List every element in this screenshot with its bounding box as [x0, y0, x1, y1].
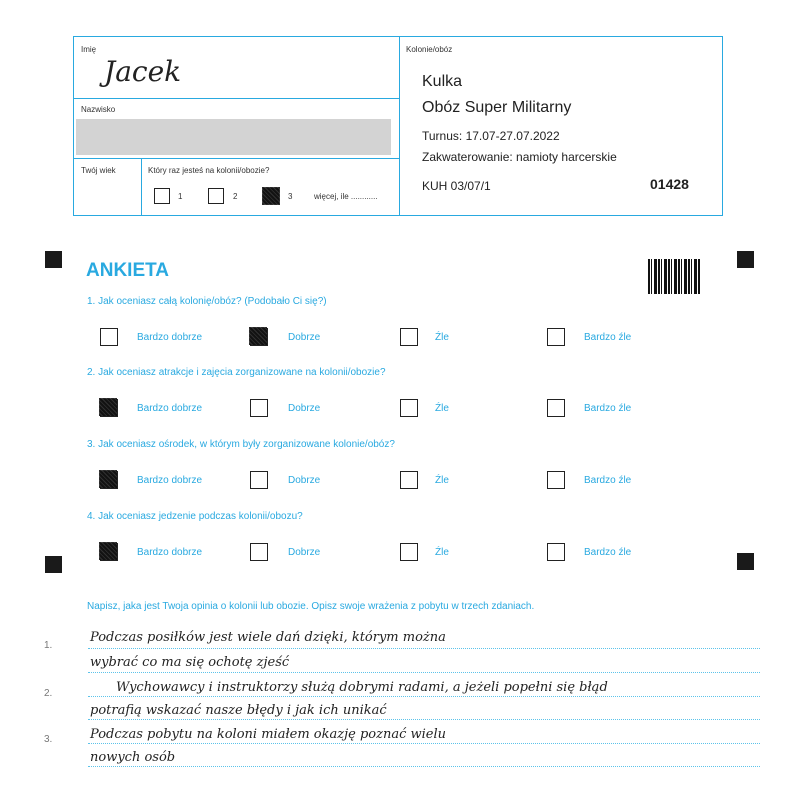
camp-code: KUH 03/07/1 — [422, 179, 491, 193]
answer-checkbox[interactable] — [100, 328, 118, 346]
line-number: 1. — [44, 640, 53, 651]
camp-label: Kolonie/obóz — [406, 45, 453, 54]
camp-title: Obóz Super Militarny — [422, 99, 572, 116]
surname-redaction — [76, 119, 391, 155]
answer-checkbox[interactable] — [547, 543, 565, 561]
answer-label: Bardzo dobrze — [137, 332, 203, 343]
header-form — [73, 36, 723, 216]
name-value[interactable]: Jacek — [104, 55, 182, 88]
header-row-line — [74, 98, 399, 99]
writing-line — [88, 719, 760, 720]
barcode — [648, 259, 700, 294]
answer-checkbox[interactable] — [250, 399, 268, 417]
answer-label: Dobrze — [288, 547, 321, 558]
times-checkbox-3[interactable] — [263, 188, 279, 204]
camp-name: Kulka — [422, 73, 463, 90]
question-text: 4. Jak oceniasz jedzenie podczas kolonii/obozu? — [87, 511, 303, 522]
writing-line — [88, 648, 760, 649]
times-label: Który raz jesteś na kolonii/obozie? — [148, 166, 270, 175]
answer-label: Bardzo źle — [584, 475, 632, 486]
times-option-1: 1 — [178, 192, 183, 201]
question-text: 1. Jak oceniasz całą kolonię/obóz? (Podobało Ci się?) — [87, 296, 327, 307]
handwritten-answer-line[interactable]: nowych osób — [90, 750, 176, 765]
answer-label: Bardzo źle — [584, 403, 632, 414]
question-text: 3. Jak oceniasz ośrodek, w którym były zorganizowane kolonie/obóz? — [87, 439, 395, 450]
answer-checkbox[interactable] — [400, 471, 418, 489]
times-option-2: 2 — [233, 192, 238, 201]
times-option-more: więcej, ile ............ — [314, 192, 378, 201]
answer-checkbox[interactable] — [400, 328, 418, 346]
registration-marker — [45, 251, 62, 268]
answer-checkbox[interactable] — [400, 543, 418, 561]
opinion-prompt: Napisz, jaka jest Twoja opinia o kolonii lub obozie. Opisz swoje wrażenia z pobytu w trzech zdaniach. — [87, 601, 535, 612]
camp-turnus: Turnus: 17.07-27.07.2022 — [422, 129, 560, 143]
answer-label: Źle — [435, 332, 449, 343]
answer-label: Źle — [435, 547, 449, 558]
header-row-line — [74, 158, 399, 159]
answer-checkbox[interactable] — [400, 399, 418, 417]
answer-checkbox[interactable] — [250, 471, 268, 489]
handwritten-answer-line[interactable]: wybrać co ma się ochotę zjeść — [90, 655, 290, 670]
header-age-divider — [141, 158, 142, 215]
answer-checkbox[interactable] — [100, 543, 118, 561]
writing-line — [88, 696, 760, 697]
times-checkbox-1[interactable] — [154, 188, 170, 204]
answer-checkbox[interactable] — [547, 471, 565, 489]
line-number: 3. — [44, 734, 53, 745]
times-option-3: 3 — [288, 192, 293, 201]
answer-label: Źle — [435, 403, 449, 414]
writing-line — [88, 766, 760, 767]
answer-label: Dobrze — [288, 475, 321, 486]
answer-checkbox[interactable] — [547, 399, 565, 417]
surname-label: Nazwisko — [81, 105, 116, 114]
handwritten-answer-line[interactable]: potrafią wskazać nasze błędy i jak ich unikać — [90, 703, 387, 718]
times-checkbox-2[interactable] — [208, 188, 224, 204]
answer-label: Bardzo źle — [584, 332, 632, 343]
form-number: 01428 — [650, 176, 689, 192]
answer-label: Źle — [435, 475, 449, 486]
question-text: 2. Jak oceniasz atrakcje i zajęcia zorganizowane na kolonii/obozie? — [87, 367, 386, 378]
registration-marker — [45, 556, 62, 573]
age-label: Twój wiek — [81, 166, 116, 175]
writing-line — [88, 743, 760, 744]
handwritten-answer-line[interactable]: Podczas posiłków jest wiele dań dzięki, którym można — [90, 630, 446, 645]
answer-label: Bardzo źle — [584, 547, 632, 558]
answer-checkbox[interactable] — [250, 543, 268, 561]
line-number: 2. — [44, 688, 53, 699]
answer-label: Dobrze — [288, 403, 321, 414]
answer-checkbox[interactable] — [547, 328, 565, 346]
header-divider — [399, 37, 400, 215]
camp-accommodation: Zakwaterowanie: namioty harcerskie — [422, 150, 617, 164]
name-label: Imię — [81, 45, 97, 54]
answer-label: Bardzo dobrze — [137, 403, 203, 414]
answer-label: Bardzo dobrze — [137, 475, 203, 486]
answer-label: Dobrze — [288, 332, 321, 343]
answer-label: Bardzo dobrze — [137, 547, 203, 558]
handwritten-answer-line[interactable]: Wychowawcy i instruktorzy służą dobrymi radami, a jeżeli popełni się błąd — [116, 680, 608, 695]
survey-title: ANKIETA — [86, 260, 170, 281]
answer-checkbox[interactable] — [250, 328, 268, 346]
registration-marker — [737, 251, 754, 268]
answer-checkbox[interactable] — [100, 399, 118, 417]
answer-checkbox[interactable] — [100, 471, 118, 489]
handwritten-answer-line[interactable]: Podczas pobytu na koloni miałem okazję poznać wielu — [90, 727, 447, 742]
registration-marker — [737, 553, 754, 570]
writing-line — [88, 672, 760, 673]
